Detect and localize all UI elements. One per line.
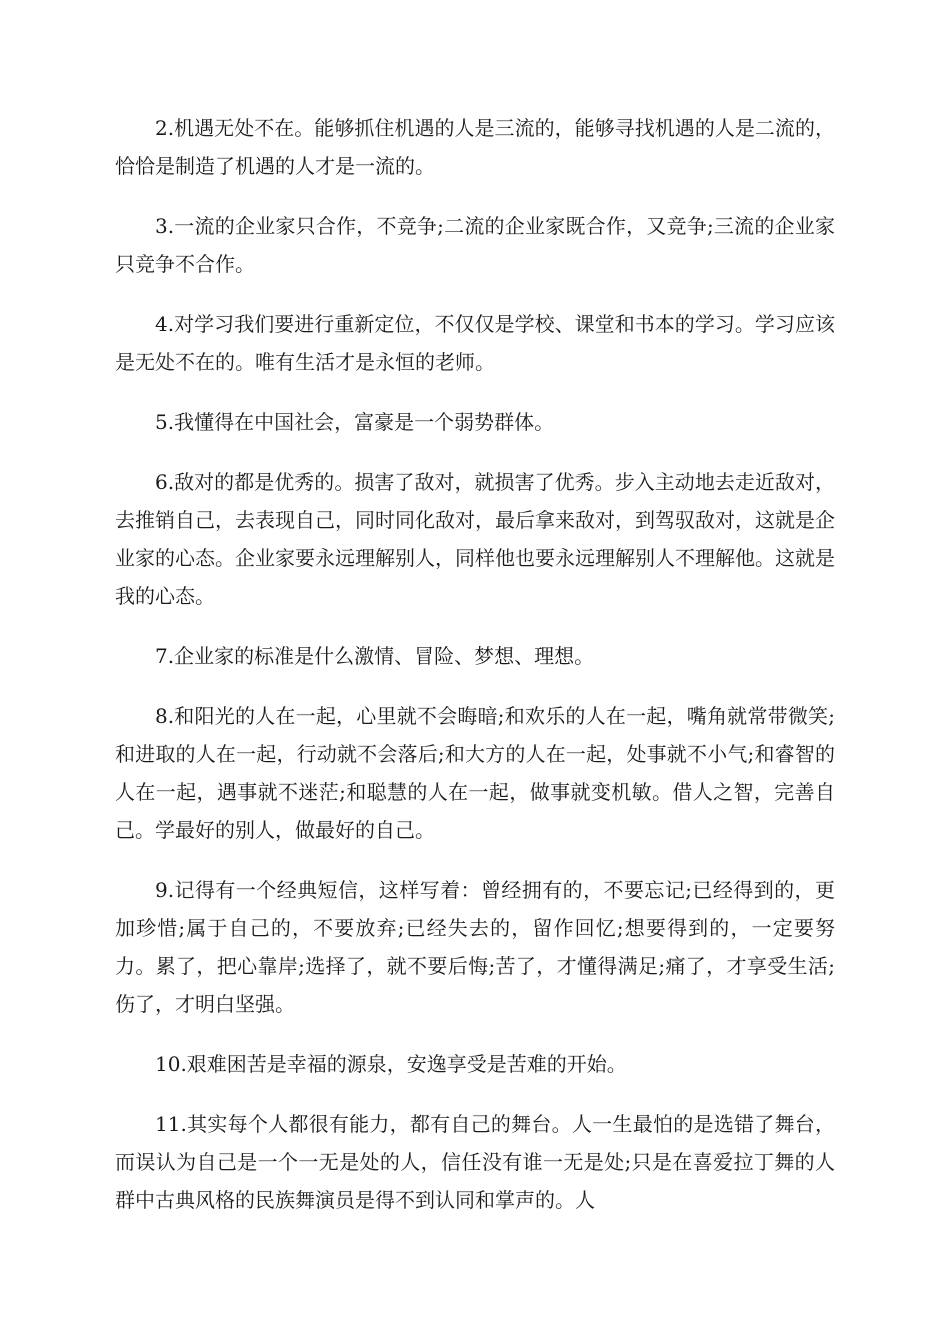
paragraph-10: 10.艰难困苦是幸福的源泉，安逸享受是苦难的开始。 <box>155 1052 627 1076</box>
document-body <box>115 109 835 1219</box>
paragraph-2: 2.机遇无处不在。能够抓住机遇的人是三流的，能够寻找机遇的人是二流的，恰恰是制造了机遇的人才是一流的。 <box>115 116 835 178</box>
paragraph-6: 6.敌对的都是优秀的。损害了敌对，就损害了优秀。步入主动地去走近敌对，去推销自己，去表现自己，同时同化敌对，最后拿来敌对，到驾驭敌对，这就是企业家的心态。企业家要永远理解别人，同样他也要永远理解别人不理解他。这就是我的心态。 <box>115 470 835 608</box>
paragraph-8: 8.和阳光的人在一起，心里就不会晦暗;和欢乐的人在一起，嘴角就常带微笑;和进取的人在一起，行动就不会落后;和大方的人在一起，处事就不小气;和睿智的人在一起，遇事就不迷茫;和聪慧的人在一起，做事就变机敏。借人之智，完善自己。学最好的别人，做最好的自己。 <box>115 704 835 842</box>
paragraph-7: 7.企业家的标准是什么激情、冒险、梦想、理想。 <box>155 644 595 668</box>
paragraph-4: 4.对学习我们要进行重新定位，不仅仅是学校、课堂和书本的学习。学习应该是无处不在的。唯有生活才是永恒的老师。 <box>115 312 835 374</box>
paragraph-3: 3.一流的企业家只合作，不竞争;二流的企业家既合作，又竞争;三流的企业家只竞争不合作。 <box>115 214 835 276</box>
paragraph-9: 9.记得有一个经典短信，这样写着：曾经拥有的，不要忘记;已经得到的，更加珍惜;属于自己的，不要放弃;已经失去的，留作回忆;想要得到的，一定要努力。累了，把心靠岸;选择了，就不要后悔;苦了，才懂得满足;痛了，才享受生活;伤了，才明白坚强。 <box>115 878 835 1016</box>
paragraph-11: 11.其实每个人都很有能力，都有自己的舞台。人一生最怕的是选错了舞台，而误认为自己是一个一无是处的人，信任没有谁一无是处;只是在喜爱拉丁舞的人群中古典风格的民族舞演员是得不到认同和掌声的。人 <box>115 1112 835 1212</box>
paragraph-5: 5.我懂得在中国社会，富豪是一个弱势群体。 <box>155 410 555 434</box>
